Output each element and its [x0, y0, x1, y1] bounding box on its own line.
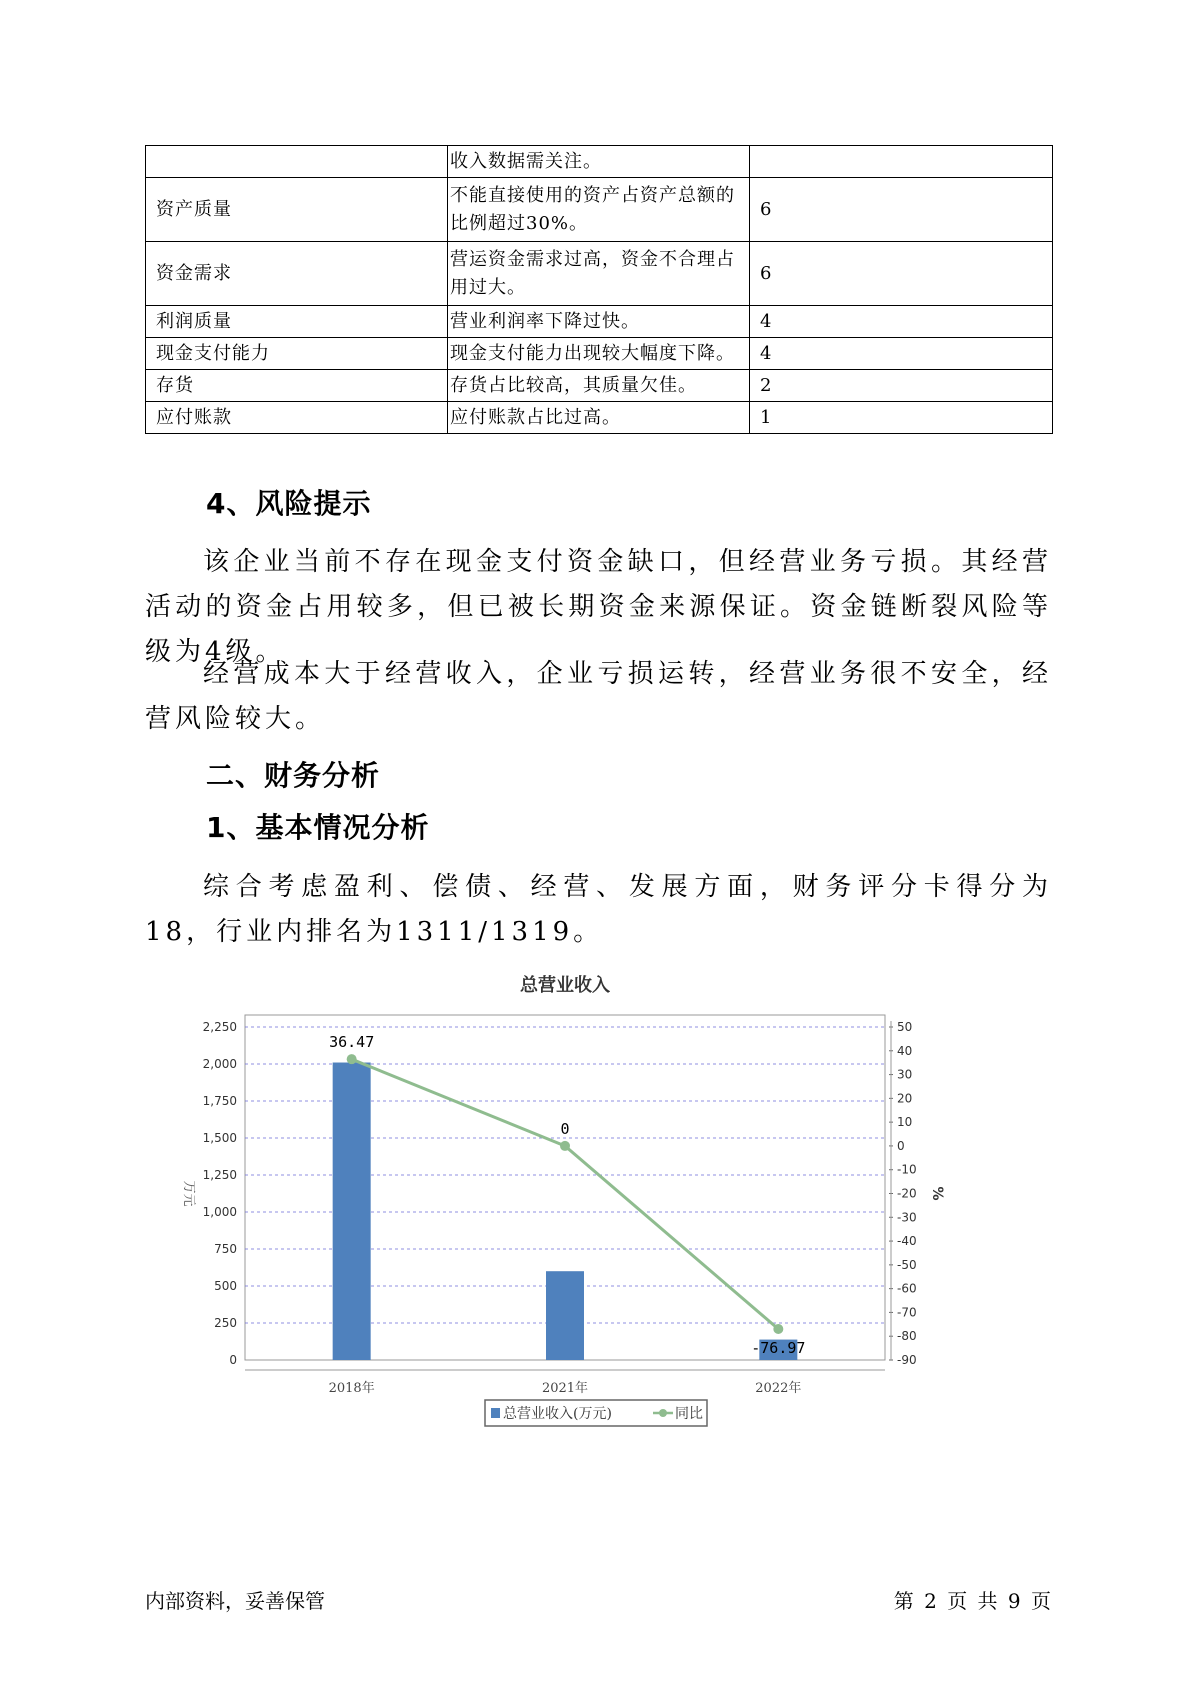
x-tick-label: 2022年 — [755, 1381, 802, 1396]
basic-analysis-heading: 1、基本情况分析 — [206, 811, 430, 844]
row-desc-cell: 营业利润率下降过快。 — [448, 306, 750, 338]
row-desc-cell: 营运资金需求过高，资金不合理占用过大。 — [448, 242, 750, 306]
y-right-tick-label: 30 — [897, 1067, 913, 1082]
y-tick-label: 1,000 — [202, 1205, 237, 1219]
row-item-cell: 现金支付能力 — [146, 338, 448, 370]
table-row — [146, 338, 1053, 370]
row-score-cell: 4 — [750, 338, 1053, 370]
y-axis-label: 万元 — [181, 1180, 196, 1207]
row-desc-cell: 存货占比较高，其质量欠佳。 — [448, 370, 750, 402]
row-item-cell: 资金需求 — [146, 242, 448, 306]
risk-table — [145, 145, 1053, 434]
row-item-cell — [146, 146, 448, 178]
legend-bar-swatch — [491, 1408, 500, 1418]
risk-paragraph-1: 该企业当前不存在现金支付资金缺口，但经营业务亏损。其经营活动的资金占用较多，但已被长期资金来源保证。资金链断裂风险等级为4级。 — [145, 547, 1052, 667]
table-row — [146, 178, 1053, 242]
y-right-axis-label: % — [929, 1186, 945, 1201]
y-tick-label: 250 — [214, 1316, 237, 1330]
y-right-tick-label: -60 — [897, 1281, 917, 1296]
y-tick-label: 1,750 — [202, 1094, 237, 1108]
y-right-tick-label: -90 — [897, 1353, 917, 1367]
row-score-cell — [750, 146, 1053, 178]
y-right-tick-label: 10 — [897, 1115, 913, 1130]
revenue-chart — [165, 975, 1045, 1445]
row-desc-cell: 应付账款占比过高。 — [448, 402, 750, 434]
row-score-cell: 6 — [750, 178, 1053, 242]
table-row — [146, 146, 1053, 178]
legend-line-label: 同比 — [675, 1406, 703, 1422]
chart-title: 总营业收入 — [520, 975, 610, 996]
risk-heading: 4、风险提示 — [206, 487, 372, 520]
y-tick-label: 2,250 — [202, 1020, 237, 1034]
legend-line-marker — [659, 1409, 667, 1417]
x-tick-label: 2021年 — [541, 1381, 589, 1396]
y-right-tick-label: -40 — [897, 1234, 917, 1249]
revenue-chart-svg — [165, 975, 1045, 1445]
table-row — [146, 306, 1053, 338]
row-score-cell: 4 — [750, 306, 1053, 338]
row-desc-cell: 不能直接使用的资产占资产总额的比例超过30%。 — [448, 178, 750, 242]
yoy-point — [560, 1141, 570, 1151]
y-right-tick-label: -30 — [897, 1210, 917, 1225]
yoy-point — [773, 1324, 783, 1334]
y-right-tick-label: -70 — [897, 1305, 917, 1320]
y-right-tick-label: -50 — [897, 1257, 917, 1272]
y-tick-label: 500 — [214, 1279, 237, 1293]
finance-heading: 二、财务分析 — [206, 759, 381, 792]
yoy-data-label: -76.97 — [751, 1339, 806, 1358]
x-tick-label: 2018年 — [328, 1381, 375, 1396]
y-tick-label: 2,000 — [202, 1057, 237, 1071]
risk-paragraph-2: 经营成本大于经营收入，企业亏损运转，经营业务很不安全，经营风险较大。 — [145, 659, 1052, 734]
table-row — [146, 402, 1053, 434]
y-tick-label: 0 — [229, 1353, 237, 1367]
row-item-cell: 利润质量 — [146, 306, 448, 338]
y-right-tick-label: -20 — [897, 1186, 917, 1201]
row-item-cell: 存货 — [146, 370, 448, 402]
row-score-cell: 1 — [750, 402, 1053, 434]
y-right-tick-label: -80 — [897, 1329, 917, 1344]
row-desc-cell: 现金支付能力出现较大幅度下降。 — [448, 338, 750, 370]
legend-bar-label: 总营业收入(万元) — [503, 1406, 612, 1422]
yoy-data-label: 0 — [560, 1119, 570, 1138]
y-tick-label: 1,500 — [202, 1131, 237, 1145]
row-score-cell: 2 — [750, 370, 1053, 402]
footer-page-number: 第 2 页 共 9 页 — [893, 1589, 1051, 1613]
y-tick-label: 750 — [214, 1242, 237, 1256]
row-desc-cell: 收入数据需关注。 — [448, 146, 750, 178]
row-score-cell: 6 — [750, 242, 1053, 306]
y-right-tick-label: -10 — [897, 1162, 917, 1177]
y-tick-label: 1,250 — [202, 1168, 237, 1182]
y-right-tick-label: 50 — [897, 1020, 913, 1034]
basic-analysis-paragraph: 综合考虑盈利、偿债、经营、发展方面，财务评分卡得分为18，行业内排名为1311/1319。 — [145, 872, 1052, 947]
footer-confidential: 内部资料，妥善保管 — [145, 1589, 325, 1613]
yoy-point — [347, 1054, 357, 1064]
row-item-cell: 应付账款 — [146, 402, 448, 434]
y-right-tick-label: 40 — [897, 1043, 913, 1058]
table-row — [146, 242, 1053, 306]
table-row — [146, 370, 1053, 402]
revenue-bar — [333, 1063, 371, 1360]
revenue-bar — [546, 1271, 584, 1360]
y-right-tick-label: 20 — [897, 1091, 913, 1106]
row-item-cell: 资产质量 — [146, 178, 448, 242]
y-right-tick-label: 0 — [897, 1138, 905, 1153]
yoy-data-label: 36.47 — [329, 1033, 375, 1052]
